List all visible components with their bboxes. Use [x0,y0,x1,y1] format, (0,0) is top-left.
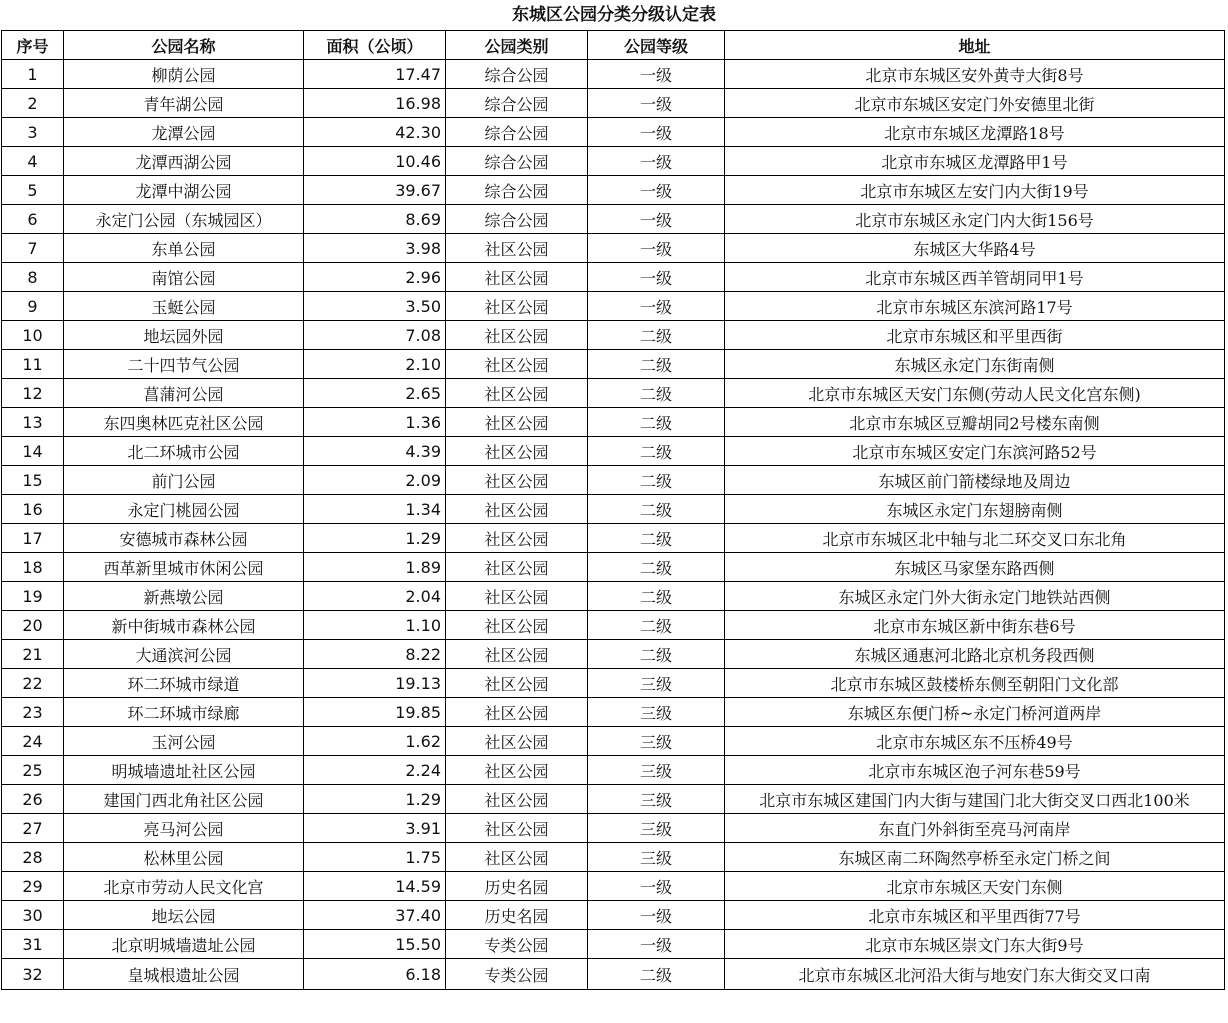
cell-address: 北京市东城区北河沿大街与地安门东大街交叉口南 [725,959,1225,990]
cell-index: 7 [2,234,64,263]
cell-park-name: 新燕墩公园 [64,582,304,611]
cell-park-type: 社区公园 [446,698,588,727]
cell-index: 16 [2,495,64,524]
cell-address: 东城区大华路4号 [725,234,1225,263]
cell-index: 23 [2,698,64,727]
cell-area: 1.75 [304,843,446,872]
cell-park-name: 前门公园 [64,466,304,495]
cell-park-level: 二级 [588,959,725,990]
cell-park-name: 东单公园 [64,234,304,263]
table-row [2,176,1225,205]
table-row [2,698,1225,727]
cell-park-type: 社区公园 [446,321,588,350]
cell-index: 10 [2,321,64,350]
cell-park-level: 一级 [588,147,725,176]
cell-park-level: 二级 [588,582,725,611]
cell-address: 东城区永定门外大街永定门地铁站西侧 [725,582,1225,611]
cell-park-name: 大通滨河公园 [64,640,304,669]
cell-area: 6.18 [304,959,446,990]
cell-park-type: 社区公园 [446,640,588,669]
cell-park-type: 综合公园 [446,89,588,118]
table-body [2,60,1225,990]
cell-park-name: 环二环城市绿廊 [64,698,304,727]
cell-address: 东城区永定门东翅膀南侧 [725,495,1225,524]
cell-address: 北京市东城区新中街东巷6号 [725,611,1225,640]
cell-index: 11 [2,350,64,379]
cell-address: 东城区马家堡东路西侧 [725,553,1225,582]
table-row [2,408,1225,437]
cell-index: 5 [2,176,64,205]
table-row [2,611,1225,640]
cell-area: 1.29 [304,785,446,814]
header-area: 面积（公顷） [304,31,446,60]
header-park-level: 公园等级 [588,31,725,60]
cell-index: 12 [2,379,64,408]
cell-index: 19 [2,582,64,611]
cell-park-type: 社区公园 [446,495,588,524]
cell-area: 1.36 [304,408,446,437]
cell-park-name: 柳荫公园 [64,60,304,89]
cell-index: 20 [2,611,64,640]
cell-area: 1.10 [304,611,446,640]
cell-area: 37.40 [304,901,446,930]
cell-park-level: 三级 [588,727,725,756]
header-index: 序号 [2,31,64,60]
cell-park-type: 综合公园 [446,205,588,234]
cell-park-type: 社区公园 [446,843,588,872]
cell-index: 22 [2,669,64,698]
cell-park-name: 东四奥林匹克社区公园 [64,408,304,437]
header-park-name: 公园名称 [64,31,304,60]
cell-park-type: 社区公园 [446,611,588,640]
cell-index: 6 [2,205,64,234]
cell-index: 32 [2,959,64,990]
cell-park-type: 综合公园 [446,60,588,89]
cell-area: 3.50 [304,292,446,321]
cell-index: 26 [2,785,64,814]
cell-park-name: 皇城根遗址公园 [64,959,304,990]
cell-address: 北京市东城区东滨河路17号 [725,292,1225,321]
cell-index: 21 [2,640,64,669]
cell-address: 北京市东城区龙潭路甲1号 [725,147,1225,176]
cell-address: 北京市东城区西羊管胡同甲1号 [725,263,1225,292]
cell-park-type: 社区公园 [446,785,588,814]
cell-park-level: 一级 [588,89,725,118]
table-row [2,89,1225,118]
cell-park-level: 一级 [588,118,725,147]
table-row [2,582,1225,611]
cell-park-name: 地坛园外园 [64,321,304,350]
table-row [2,959,1225,990]
cell-area: 19.85 [304,698,446,727]
cell-park-type: 社区公园 [446,408,588,437]
cell-address: 北京市东城区泡子河东巷59号 [725,756,1225,785]
cell-park-name: 龙潭公园 [64,118,304,147]
cell-park-type: 社区公园 [446,524,588,553]
table-title: 东城区公园分类分级认定表 [512,5,716,25]
cell-park-type: 社区公园 [446,756,588,785]
cell-park-name: 玉河公园 [64,727,304,756]
cell-park-type: 综合公园 [446,147,588,176]
header-row [2,31,1225,60]
cell-index: 24 [2,727,64,756]
cell-park-name: 西革新里城市休闲公园 [64,553,304,582]
cell-address: 北京市东城区豆瓣胡同2号楼东南侧 [725,408,1225,437]
table-row [2,147,1225,176]
table-row [2,756,1225,785]
cell-park-type: 专类公园 [446,930,588,959]
cell-park-type: 专类公园 [446,959,588,990]
cell-park-name: 菖蒲河公园 [64,379,304,408]
cell-park-name: 永定门公园（东城园区） [64,205,304,234]
cell-index: 31 [2,930,64,959]
cell-area: 1.62 [304,727,446,756]
cell-index: 1 [2,60,64,89]
cell-index: 2 [2,89,64,118]
cell-index: 30 [2,901,64,930]
cell-area: 2.09 [304,466,446,495]
table-row [2,901,1225,930]
cell-park-type: 社区公园 [446,292,588,321]
header-park-type: 公园类别 [446,31,588,60]
cell-park-type: 社区公园 [446,466,588,495]
cell-park-level: 一级 [588,872,725,901]
cell-park-level: 三级 [588,756,725,785]
table-row [2,640,1225,669]
table-row [2,495,1225,524]
table-row [2,872,1225,901]
cell-address: 北京市东城区和平里西街 [725,321,1225,350]
cell-area: 1.89 [304,553,446,582]
cell-park-name: 龙潭中湖公园 [64,176,304,205]
cell-park-type: 社区公园 [446,814,588,843]
table-row [2,930,1225,959]
cell-index: 27 [2,814,64,843]
cell-area: 7.08 [304,321,446,350]
cell-park-level: 一级 [588,60,725,89]
cell-park-name: 亮马河公园 [64,814,304,843]
cell-area: 3.98 [304,234,446,263]
table-row [2,669,1225,698]
cell-index: 14 [2,437,64,466]
cell-address: 东城区东便门桥~永定门桥河道两岸 [725,698,1225,727]
cell-index: 13 [2,408,64,437]
cell-park-name: 龙潭西湖公园 [64,147,304,176]
cell-index: 8 [2,263,64,292]
cell-park-level: 二级 [588,611,725,640]
cell-park-level: 二级 [588,408,725,437]
cell-address: 北京市东城区东不压桥49号 [725,727,1225,756]
cell-park-level: 一级 [588,176,725,205]
cell-index: 3 [2,118,64,147]
cell-park-level: 三级 [588,669,725,698]
cell-area: 14.59 [304,872,446,901]
cell-park-type: 历史名园 [446,872,588,901]
cell-park-level: 二级 [588,495,725,524]
cell-park-name: 二十四节气公园 [64,350,304,379]
cell-park-level: 二级 [588,321,725,350]
cell-address: 北京市东城区天安门东侧 [725,872,1225,901]
table-row [2,292,1225,321]
cell-address: 北京市东城区安定门东滨河路52号 [725,437,1225,466]
cell-park-level: 二级 [588,466,725,495]
cell-park-level: 三级 [588,698,725,727]
table-row [2,553,1225,582]
table-row [2,843,1225,872]
table-row [2,379,1225,408]
cell-park-level: 二级 [588,640,725,669]
cell-area: 42.30 [304,118,446,147]
cell-park-name: 松林里公园 [64,843,304,872]
cell-address: 东城区南二环陶然亭桥至永定门桥之间 [725,843,1225,872]
cell-index: 15 [2,466,64,495]
cell-area: 2.24 [304,756,446,785]
table-row [2,234,1225,263]
cell-park-level: 一级 [588,930,725,959]
table-row [2,321,1225,350]
cell-index: 25 [2,756,64,785]
cell-area: 1.34 [304,495,446,524]
table-row [2,437,1225,466]
cell-park-level: 二级 [588,553,725,582]
cell-index: 4 [2,147,64,176]
cell-park-name: 北京明城墙遗址公园 [64,930,304,959]
cell-area: 15.50 [304,930,446,959]
cell-park-type: 综合公园 [446,176,588,205]
cell-park-type: 社区公园 [446,350,588,379]
cell-park-name: 明城墙遗址社区公园 [64,756,304,785]
cell-park-name: 永定门桃园公园 [64,495,304,524]
cell-park-level: 三级 [588,785,725,814]
cell-park-level: 三级 [588,814,725,843]
cell-index: 18 [2,553,64,582]
cell-area: 2.10 [304,350,446,379]
table-row [2,727,1225,756]
cell-area: 8.22 [304,640,446,669]
cell-address: 北京市东城区建国门内大街与建国门北大街交叉口西北100米 [725,785,1225,814]
cell-area: 4.39 [304,437,446,466]
cell-park-level: 二级 [588,437,725,466]
cell-park-name: 青年湖公园 [64,89,304,118]
cell-address: 北京市东城区永定门内大街156号 [725,205,1225,234]
table-row [2,814,1225,843]
cell-park-type: 社区公园 [446,437,588,466]
cell-index: 29 [2,872,64,901]
cell-park-type: 社区公园 [446,553,588,582]
cell-index: 9 [2,292,64,321]
cell-park-name: 新中街城市森林公园 [64,611,304,640]
cell-area: 1.29 [304,524,446,553]
cell-park-type: 社区公园 [446,582,588,611]
table-row [2,60,1225,89]
cell-address: 北京市东城区和平里西街77号 [725,901,1225,930]
cell-park-type: 社区公园 [446,263,588,292]
cell-address: 北京市东城区左安门内大街19号 [725,176,1225,205]
cell-park-name: 安德城市森林公园 [64,524,304,553]
cell-index: 28 [2,843,64,872]
cell-address: 东直门外斜街至亮马河南岸 [725,814,1225,843]
cell-park-level: 一级 [588,205,725,234]
cell-address: 东城区前门箭楼绿地及周边 [725,466,1225,495]
cell-area: 3.91 [304,814,446,843]
cell-park-type: 综合公园 [446,118,588,147]
cell-address: 北京市东城区安定门外安德里北街 [725,89,1225,118]
cell-address: 北京市东城区崇文门东大街9号 [725,930,1225,959]
cell-park-level: 一级 [588,263,725,292]
cell-park-level: 三级 [588,843,725,872]
cell-area: 2.96 [304,263,446,292]
table-row [2,524,1225,553]
cell-address: 北京市东城区龙潭路18号 [725,118,1225,147]
cell-park-name: 地坛公园 [64,901,304,930]
cell-address: 东城区永定门东街南侧 [725,350,1225,379]
cell-address: 北京市东城区鼓楼桥东侧至朝阳门文化部 [725,669,1225,698]
cell-park-name: 玉蜓公园 [64,292,304,321]
cell-park-name: 建国门西北角社区公园 [64,785,304,814]
cell-park-level: 一级 [588,292,725,321]
table-row [2,205,1225,234]
cell-area: 17.47 [304,60,446,89]
cell-park-type: 社区公园 [446,234,588,263]
cell-park-type: 社区公园 [446,379,588,408]
header-address: 地址 [725,31,1225,60]
cell-area: 16.98 [304,89,446,118]
cell-park-type: 历史名园 [446,901,588,930]
cell-area: 39.67 [304,176,446,205]
cell-address: 东城区通惠河北路北京机务段西侧 [725,640,1225,669]
cell-index: 17 [2,524,64,553]
cell-address: 北京市东城区北中轴与北二环交叉口东北角 [725,524,1225,553]
cell-park-name: 北京市劳动人民文化宫 [64,872,304,901]
cell-park-level: 一级 [588,901,725,930]
cell-park-level: 二级 [588,524,725,553]
table-row [2,785,1225,814]
cell-address: 北京市东城区天安门东侧(劳动人民文化宫东侧) [725,379,1225,408]
cell-park-name: 环二环城市绿道 [64,669,304,698]
cell-park-type: 社区公园 [446,727,588,756]
table-row [2,118,1225,147]
cell-area: 10.46 [304,147,446,176]
cell-address: 北京市东城区安外黄寺大街8号 [725,60,1225,89]
cell-park-name: 北二环城市公园 [64,437,304,466]
cell-area: 2.04 [304,582,446,611]
cell-area: 2.65 [304,379,446,408]
table-row [2,263,1225,292]
cell-area: 8.69 [304,205,446,234]
cell-park-type: 社区公园 [446,669,588,698]
cell-area: 19.13 [304,669,446,698]
cell-park-level: 二级 [588,350,725,379]
table-row [2,466,1225,495]
cell-park-level: 二级 [588,379,725,408]
cell-park-name: 南馆公园 [64,263,304,292]
table-row [2,350,1225,379]
park-table [1,30,1225,990]
cell-park-level: 一级 [588,234,725,263]
